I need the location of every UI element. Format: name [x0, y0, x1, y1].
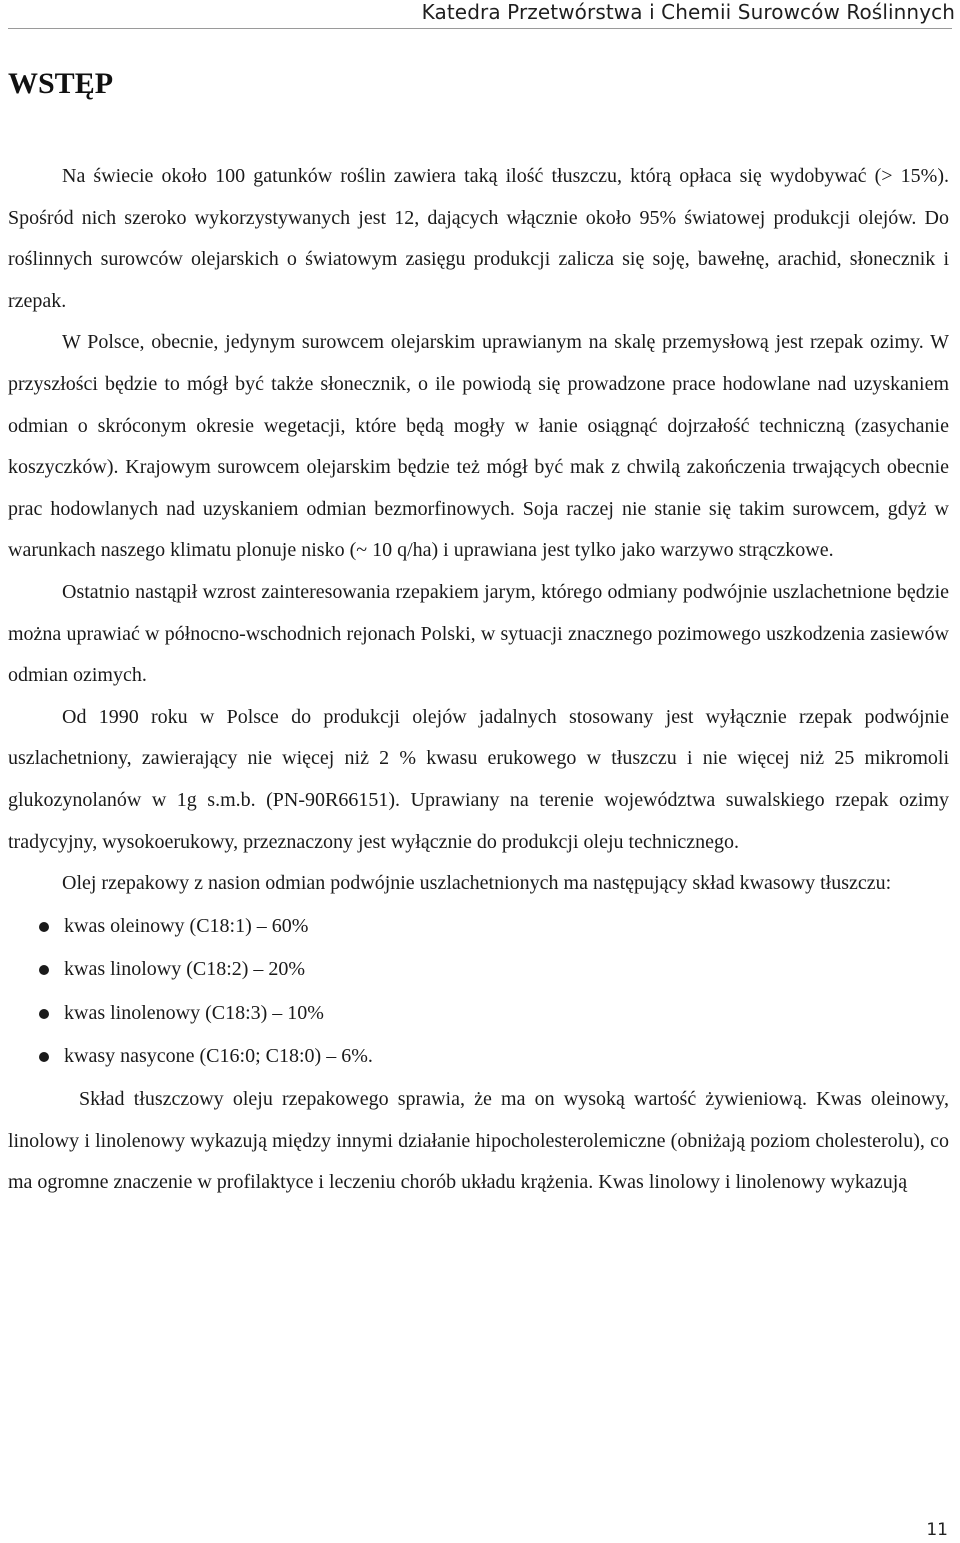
- paragraph: Olej rzepakowy z nasion odmian podwójnie uszlachetnionych ma następujący skład kwasowy tłuszczu:: [62, 872, 892, 895]
- list-item-text: kwas oleinowy (C18:1) – 60%: [64, 914, 309, 937]
- bullet-icon: [39, 965, 49, 975]
- paragraph: Skład tłuszczowy oleju rzepakowego sprawia, że ma on wysoką wartość żywieniową. Kwas oleinowy, linolowy i linolenowy wykazują między innymi działanie hipocholesterolemiczne (obniżają poziom cholesterolu), co ma ogromne znaczenie w profilaktyce i leczeniu chorób układu krążenia. Kwas linolowy i linolenowy wykazują: [8, 1088, 949, 1194]
- paragraph: Ostatnio nastąpił wzrost zainteresowania rzepakiem jarym, którego odmiany podwójnie uszlachetnione będzie można uprawiać w północno-wschodnich rejonach Polski, w sytuacji znacznego pozimowego uszkodzenia zasiewów odmian ozimych.: [8, 580, 949, 687]
- list-item: [8, 905, 949, 949]
- section-title: WSTĘP: [8, 67, 114, 100]
- document-body: [8, 156, 949, 1204]
- list-item: [8, 1035, 949, 1079]
- paragraph: W Polsce, obecnie, jedynym surowcem olejarskim uprawianym na skalę przemysłową jest rzepak ozimy. W przyszłości będzie to mógł być także słonecznik, o ile powiodą się prowadzone prace hodowlane nad uzyskaniem odmian o skróconym okresie wegetacji, które będą mogły w łanie osiągnąć dojrzałość techniczną (zasychanie koszyczków). Krajowym surowcem olejarskim będzie też mógł być mak z chwilą zakończenia trwających obecnie prac hodowlanych nad uzyskaniem odmian bezmorfinowych. Soja raczej nie stanie się takim surowcem, gdyż w warunkach naszego klimatu plonuje nisko (~ 10 q/ha) i uprawiana jest tylko jako warzywo strączkowe.: [8, 331, 949, 562]
- list-item-text: kwas linolowy (C18:2) – 20%: [64, 958, 306, 981]
- list-item: [8, 948, 949, 992]
- bullet-icon: [39, 1052, 49, 1062]
- page-number: 11: [926, 1520, 948, 1540]
- fatty-acid-list: [8, 905, 949, 1079]
- paragraph: Na świecie około 100 gatunków roślin zawiera taką ilość tłuszczu, którą opłaca się wydobywać (> 15%). Spośród nich szeroko wykorzystywanych jest 12, dających włącznie około 95% światowej produkcji olejów. Do roślinnych surowców olejarskich o światowym zasięgu produkcji zalicza się soję, bawełnę, arachid, słonecznik i rzepak.: [8, 165, 949, 312]
- header-divider: [8, 28, 952, 29]
- list-item-text: kwas linolenowy (C18:3) – 10%: [64, 1001, 324, 1024]
- page-header: Katedra Przetwórstwa i Chemii Surowców Roślinnych: [421, 0, 955, 24]
- bullet-icon: [39, 922, 49, 932]
- paragraph: Od 1990 roku w Polsce do produkcji olejów jadalnych stosowany jest wyłącznie rzepak podwójnie uszlachetniony, zawierający nie więcej niż 2 % kwasu erukowego w tłuszczu i nie więcej niż 25 mikromoli glukozynolanów w 1g s.m.b. (PN-90R66151). Uprawiany na terenie województwa suwalskiego rzepak ozimy tradycyjny, wysokoerukowy, przeznaczony jest wyłącznie do produkcji oleju technicznego.: [8, 705, 949, 853]
- bullet-icon: [39, 1009, 49, 1019]
- list-item: [8, 992, 949, 1036]
- list-item-text: kwasy nasycone (C16:0; C18:0) – 6%.: [64, 1045, 373, 1068]
